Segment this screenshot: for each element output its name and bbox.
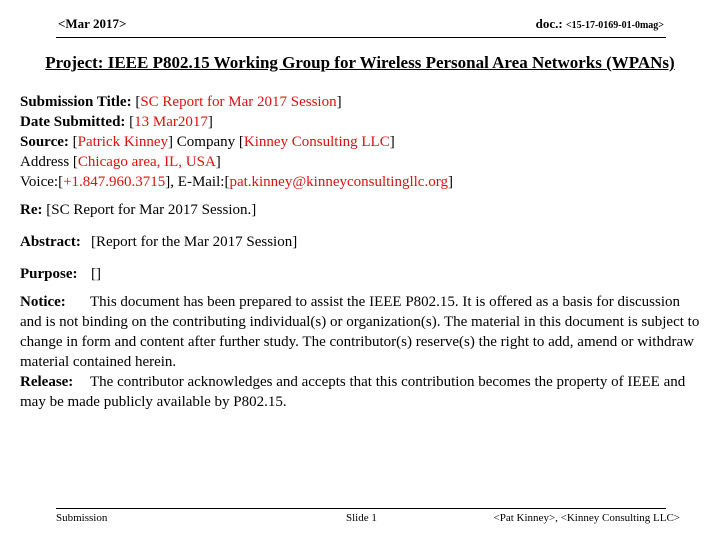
purpose-label: Purpose: (20, 266, 78, 282)
submission-title-line: Submission Title: [SC Report for Mar 2017 Session] (20, 94, 342, 110)
abstract-value: [Report for the Mar 2017 Session] (91, 234, 298, 250)
document-body (20, 92, 702, 412)
company-label: Company (173, 134, 239, 150)
header-doc-label: doc.: (535, 16, 566, 31)
email-value: pat.kinney@kinneyconsultingllc.org (229, 174, 448, 190)
email-label: , E-Mail: (170, 174, 225, 190)
date-submitted-line: Date Submitted: [13 Mar2017] (20, 114, 213, 130)
re-label: Re: (20, 202, 43, 218)
voice-label: Voice: (20, 174, 59, 190)
date-submitted-value: 13 Mar2017 (134, 114, 208, 130)
footer-submission: Submission (56, 512, 108, 524)
header-doc-number: <15-17-0169-01-0mag> (565, 20, 664, 31)
company-value: Kinney Consulting LLC (243, 134, 390, 150)
footer-divider (56, 508, 666, 509)
header-divider (56, 37, 666, 38)
source-value: Patrick Kinney (77, 134, 169, 150)
purpose-line (20, 264, 702, 284)
abstract-label: Abstract: (20, 234, 81, 250)
source-line: Source: [Patrick Kinney] Company [Kinney Consulting LLC] (20, 134, 395, 150)
purpose-value: [] (91, 266, 101, 282)
address-label: Address (20, 154, 73, 170)
header-date: <Mar 2017> (58, 16, 127, 31)
submission-title-value: SC Report for Mar 2017 Session (140, 94, 337, 110)
footer-author: <Pat Kinney>, <Kinney Consulting LLC> (493, 512, 680, 524)
notice-paragraph (20, 292, 702, 372)
project-title: Project: IEEE P802.15 Working Group for Wireless Personal Area Networks (WPANs) (45, 53, 675, 72)
release-text: The contributor acknowledges and accepts that this contribution becomes the property of IEEE and may be made publicly available by P802.15. (20, 374, 686, 410)
re-line (20, 200, 702, 220)
submission-title-label: Submission Title: (20, 94, 136, 110)
abstract-line (20, 232, 702, 252)
contact-line: Voice:[+1.847.960.3715], E-Mail:[pat.kinney@kinneyconsultingllc.org] (20, 174, 453, 190)
footer-slide-number: Slide 1 (346, 512, 377, 524)
release-paragraph (20, 372, 702, 412)
re-value: [SC Report for Mar 2017 Session.] (46, 202, 257, 218)
notice-text: This document has been prepared to assist the IEEE P802.15. It is offered as a basis for discussion and is not binding on the contributing individual(s) or organization(s). The material in this document is subject to change in form and content after further study. The contributor(s) reserve(s) the right to add, amend or withdraw material contained herein. (20, 294, 700, 370)
notice-label: Notice: (20, 294, 66, 310)
address-line: Address [Chicago area, IL, USA] (20, 154, 221, 170)
voice-value: +1.847.960.3715 (63, 174, 166, 190)
release-label: Release: (20, 374, 74, 390)
header-doc-id (536, 16, 664, 32)
address-value: Chicago area, IL, USA (77, 154, 216, 170)
source-label: Source: (20, 134, 73, 150)
date-submitted-label: Date Submitted: (20, 114, 130, 130)
